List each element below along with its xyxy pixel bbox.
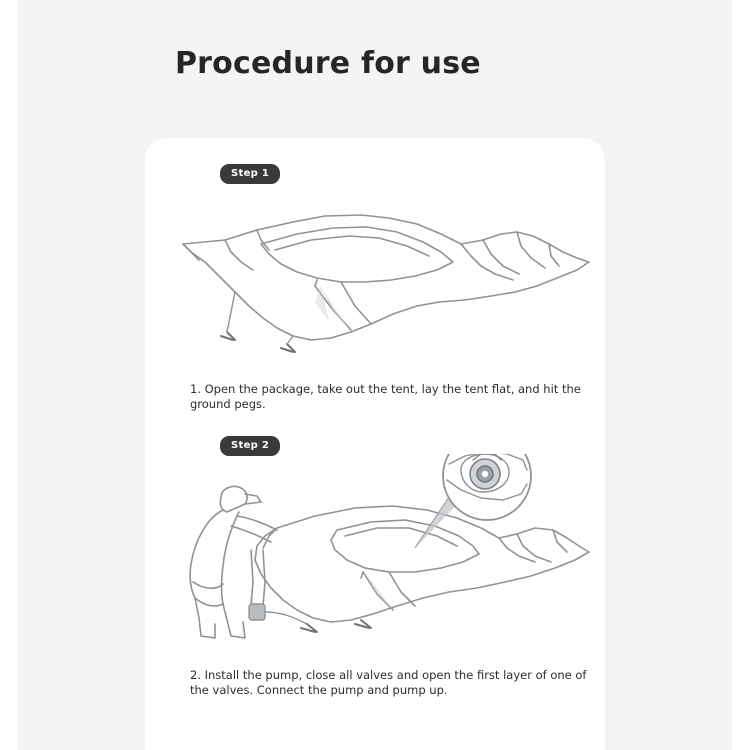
right-gutter xyxy=(732,0,750,750)
tent-laid-flat-illustration xyxy=(165,182,595,367)
step-badge-2: Step 2 xyxy=(220,436,280,456)
page-content xyxy=(18,0,732,750)
person-pumping-tent-illustration xyxy=(165,454,595,654)
step-badge-1: Step 1 xyxy=(220,164,280,184)
step-caption-2: 2. Install the pump, close all valves and open the first layer of one of the valves. Connect the pump and pump up. xyxy=(190,668,587,697)
left-gutter xyxy=(0,0,18,750)
page-title: Procedure for use xyxy=(175,46,481,81)
steps-card xyxy=(145,138,605,750)
step-caption-1: 1. Open the package, take out the tent, lay the tent flat, and hit the ground pegs. xyxy=(190,382,581,411)
valve-closeup-icon xyxy=(443,454,531,520)
